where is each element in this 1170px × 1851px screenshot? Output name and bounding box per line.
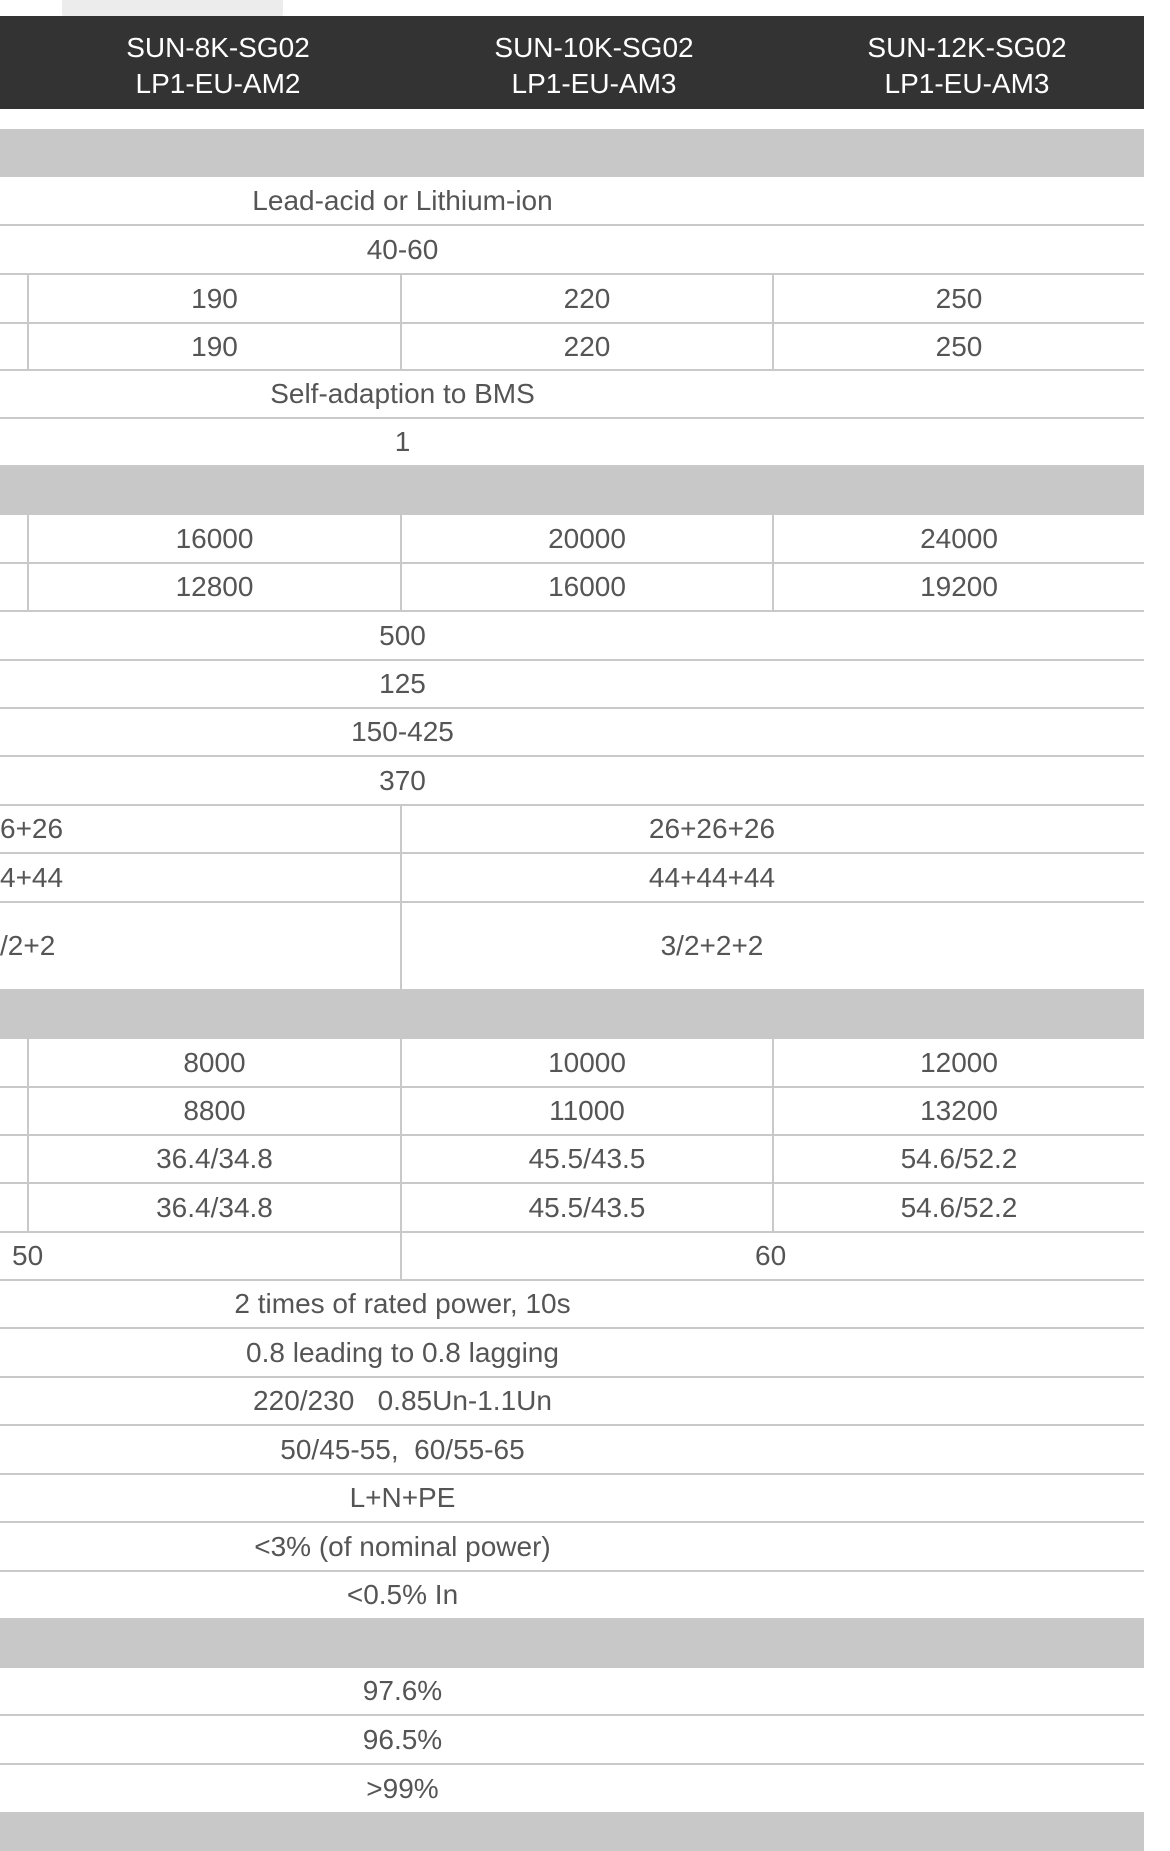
- max-current-12k: 54.6/52.2: [900, 1191, 1018, 1223]
- charge-current-8k: 190: [191, 282, 238, 314]
- rated-current-10k: 45.5/43.5: [528, 1143, 646, 1174]
- mppt-efficiency-value: >99%: [366, 1772, 439, 1804]
- table-row: [0, 709, 1144, 757]
- table-row: [0, 1426, 1144, 1475]
- discharge-current-10k: 220: [563, 330, 611, 362]
- model-12k-header: [817, 30, 1117, 102]
- section-band-next: [0, 1814, 1144, 1851]
- charging-strategy-value: Self-adaption to BMS: [270, 378, 535, 409]
- max-pv-power-12k: 24000: [920, 522, 998, 554]
- pv-strings-left: /2+2: [0, 930, 56, 961]
- table-row: [0, 612, 1144, 661]
- pv-start-voltage-value: 125: [379, 668, 426, 699]
- table-row: [0, 1088, 1144, 1136]
- pv-short-circuit-right: 44+44+44: [648, 861, 776, 893]
- ac-voltage-value: 220/230 0.85Un-1.1Un: [253, 1385, 552, 1416]
- model-10k-header: [444, 30, 744, 102]
- discharge-current-8k: 190: [191, 330, 238, 362]
- model-8k-header: [68, 30, 368, 102]
- table-row: [0, 1281, 1144, 1329]
- model-variant: LP1-EU-AM3: [511, 68, 677, 99]
- rated-output-power-10k: 10000: [548, 1046, 626, 1078]
- table-row: [0, 1329, 1144, 1378]
- peak-power-value: 2 times of rated power, 10s: [234, 1288, 571, 1319]
- model-name: SUN-8K-SG02: [126, 32, 310, 63]
- max-output-power-8k: 8800: [183, 1095, 246, 1126]
- table-row: [0, 1523, 1144, 1572]
- max-pv-power-10k: 20000: [548, 522, 626, 554]
- table-row: [0, 1184, 1144, 1233]
- table-row: [0, 854, 1144, 903]
- rated-output-power-12k: 12000: [920, 1046, 998, 1078]
- section-band-battery: [0, 129, 1144, 177]
- table-row: [0, 1136, 1144, 1184]
- max-current-8k: 36.4/34.8: [156, 1191, 273, 1223]
- table-row: [0, 806, 1144, 854]
- table-row: [0, 1668, 1144, 1716]
- table-row: [0, 1716, 1144, 1765]
- euro-efficiency-value: 96.5%: [362, 1723, 443, 1755]
- battery-voltage-range-value: 40-60: [366, 233, 439, 265]
- pv-input-current-right: 26+26+26: [648, 813, 776, 844]
- table-row: [0, 661, 1144, 709]
- rated-current-8k: 36.4/34.8: [156, 1143, 273, 1174]
- table-row: [0, 1039, 1144, 1088]
- table-row: [0, 757, 1144, 806]
- ac-frequency-value: 50/45-55, 60/55-65: [280, 1433, 525, 1465]
- section-band-ac: [0, 991, 1144, 1039]
- max-output-power-12k: 13200: [920, 1095, 998, 1126]
- max-output-power-10k: 11000: [549, 1095, 625, 1126]
- table-row: [0, 1572, 1144, 1620]
- table-row: [0, 177, 1144, 226]
- rated-output-power-8k: 8000: [183, 1046, 246, 1078]
- table-row: [0, 226, 1144, 275]
- pv-input-current-left: 6+26: [0, 813, 64, 844]
- table-header: [0, 16, 1144, 109]
- power-factor-value: 0.8 leading to 0.8 lagging: [246, 1336, 559, 1368]
- pv-short-circuit-left: 4+44: [0, 861, 64, 893]
- rated-pv-power-8k: 12800: [175, 571, 254, 602]
- table-row: [0, 324, 1144, 371]
- table-row: [0, 1378, 1144, 1426]
- battery-type-value: Lead-acid or Lithium-ion: [252, 184, 553, 216]
- dc-injection-value: <0.5% In: [346, 1579, 459, 1610]
- model-name: SUN-10K-SG02: [494, 32, 694, 63]
- model-variant: LP1-EU-AM3: [884, 68, 1050, 99]
- max-current-10k: 45.5/43.5: [528, 1191, 646, 1223]
- table-row: [0, 275, 1144, 324]
- max-pv-power-8k: 16000: [175, 522, 254, 554]
- max-efficiency-value: 97.6%: [362, 1675, 443, 1706]
- charge-current-10k: 220: [563, 282, 611, 314]
- passthrough-current-left: 50: [12, 1240, 44, 1271]
- model-variant: LP1-EU-AM2: [135, 68, 301, 99]
- table-row: [0, 564, 1144, 612]
- pv-rated-voltage-value: 370: [379, 764, 426, 796]
- table-row: [0, 515, 1144, 564]
- table-row: [0, 1233, 1144, 1281]
- table-row: [0, 1765, 1144, 1814]
- battery-inputs-value: 1: [394, 426, 411, 457]
- section-band-efficiency: [0, 1620, 1144, 1668]
- pv-max-voltage-value: 500: [379, 619, 426, 651]
- charge-current-12k: 250: [935, 282, 983, 314]
- table-row: [0, 371, 1144, 419]
- mppt-range-value: 150-425: [351, 716, 454, 747]
- pv-strings-right: 3/2+2+2: [660, 930, 764, 961]
- rated-pv-power-10k: 16000: [548, 571, 626, 602]
- table-row: [0, 1475, 1144, 1523]
- ac-connection-value: L+N+PE: [349, 1482, 456, 1513]
- rated-current-12k: 54.6/52.2: [900, 1143, 1018, 1174]
- thd-value: <3% (of nominal power): [254, 1530, 551, 1562]
- rated-pv-power-12k: 19200: [920, 571, 998, 602]
- passthrough-current-right: 60: [755, 1240, 787, 1271]
- section-band-pv: [0, 467, 1144, 515]
- table-row: [0, 419, 1144, 467]
- discharge-current-12k: 250: [935, 330, 983, 362]
- table-row: [0, 903, 1144, 991]
- model-name: SUN-12K-SG02: [867, 32, 1067, 63]
